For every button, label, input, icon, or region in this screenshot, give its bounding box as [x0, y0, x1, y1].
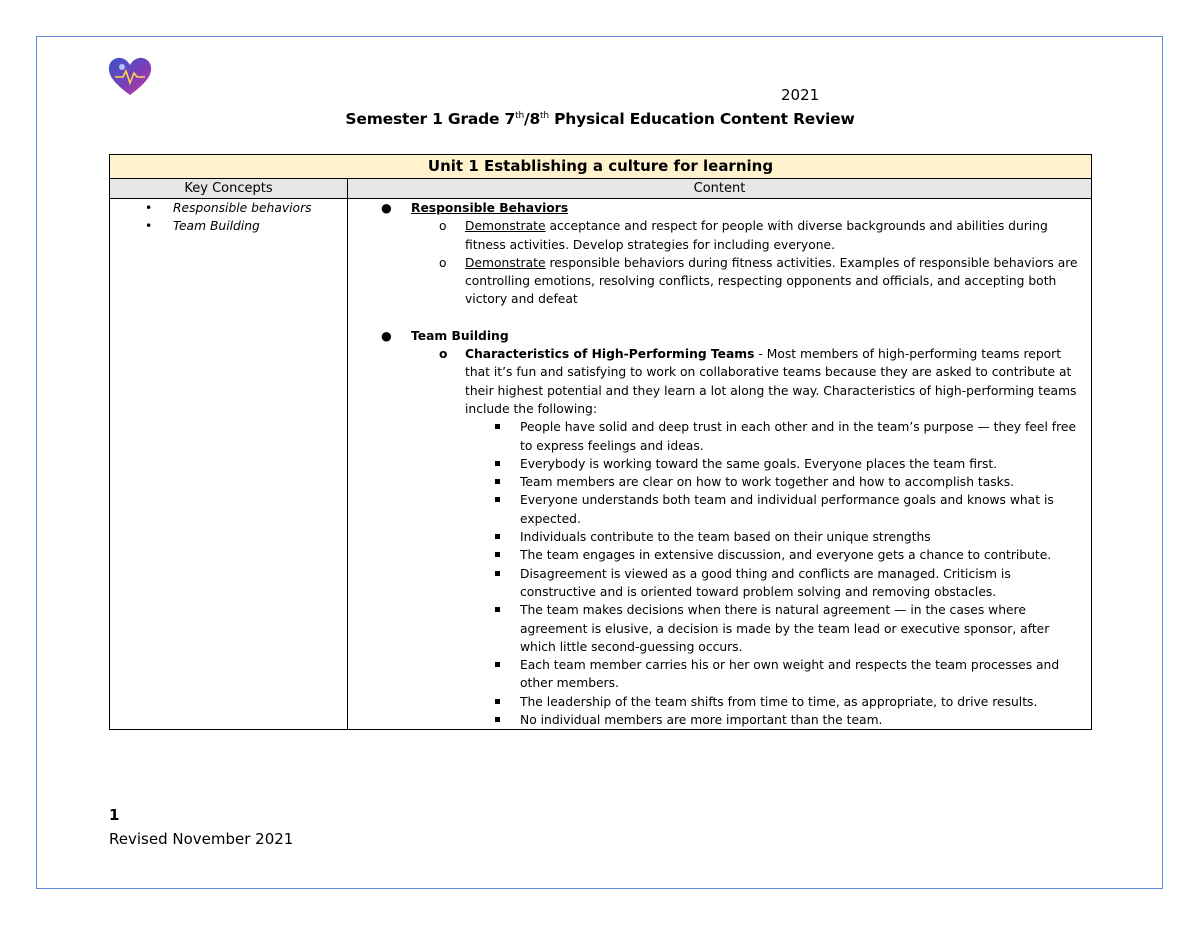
heart-logo-icon [107, 55, 153, 97]
content-cell [348, 199, 1092, 730]
section-heading-team: ● Team Building [381, 328, 509, 343]
list-item: Each team member carries his or her own weight and respects the team processes and other members. [348, 656, 1091, 693]
list-item: o Characteristics of High-Performing Teams - Most members of high-performing teams report that it’s fun and satisfying to work on collaborative teams because they are asked to contribute at their highest potential and they learn a lot along the way. Characteristics of high-performing teams include the following: [439, 347, 1077, 416]
list-item: Individuals contribute to the team based on their unique strengths [348, 528, 1091, 546]
content-review-table [109, 154, 1092, 730]
key-concept-item: • Responsible behaviors [110, 199, 347, 217]
section-heading-responsible: ● Responsible Behaviors [381, 201, 569, 215]
list-item: Team members are clear on how to work together and how to accomplish tasks. [348, 473, 1091, 491]
unit-title-row [110, 155, 1092, 179]
list-item: o Demonstrate acceptance and respect for people with diverse backgrounds and abilities during fitness activities. Develop strategies for including everyone. [439, 219, 1048, 252]
list-item: The leadership of the team shifts from time to time, as appropriate, to drive results. [348, 693, 1091, 711]
page-number: 1 [109, 806, 120, 824]
list-item: The team makes decisions when there is natural agreement — in the cases where agreement is elusive, a decision is made by the team lead or executive sponsor, after which little second-guessing occurs. [348, 601, 1091, 656]
list-item: People have solid and deep trust in each other and in the team’s purpose — they feel free to express feelings and ideas. [348, 418, 1091, 455]
table-row [110, 199, 1092, 730]
list-item: o Demonstrate responsible behaviors during fitness activities. Examples of responsible behaviors are controlling emotions, resolving conflicts, respecting opponents and officials, and accepting both victory and defeat [439, 255, 1078, 307]
unit-title: Unit 1 Establishing a culture for learning [110, 155, 1092, 179]
page-title: Semester 1 Grade 7th/8th Physical Education Content Review [345, 110, 855, 128]
list-item: The team engages in extensive discussion, and everyone gets a chance to contribute. [348, 546, 1091, 564]
key-concepts-cell [110, 199, 348, 730]
table-header-row [110, 179, 1092, 199]
header-year: 2021 [781, 86, 820, 104]
key-concept-item: • Team Building [110, 217, 347, 235]
column-header-content: Content [348, 179, 1092, 199]
column-header-key-concepts: Key Concepts [110, 179, 348, 199]
revised-date: Revised November 2021 [109, 830, 294, 848]
key-concepts-list [110, 199, 347, 236]
list-item: Everyone understands both team and individual performance goals and knows what is expected. [348, 491, 1091, 528]
list-item: Everybody is working toward the same goals. Everyone places the team first. [348, 455, 1091, 473]
list-item: Disagreement is viewed as a good thing and conflicts are managed. Criticism is constructive and is oriented toward problem solving and removing obstacles. [348, 565, 1091, 602]
list-item: No individual members are more important than the team. [348, 711, 1091, 729]
